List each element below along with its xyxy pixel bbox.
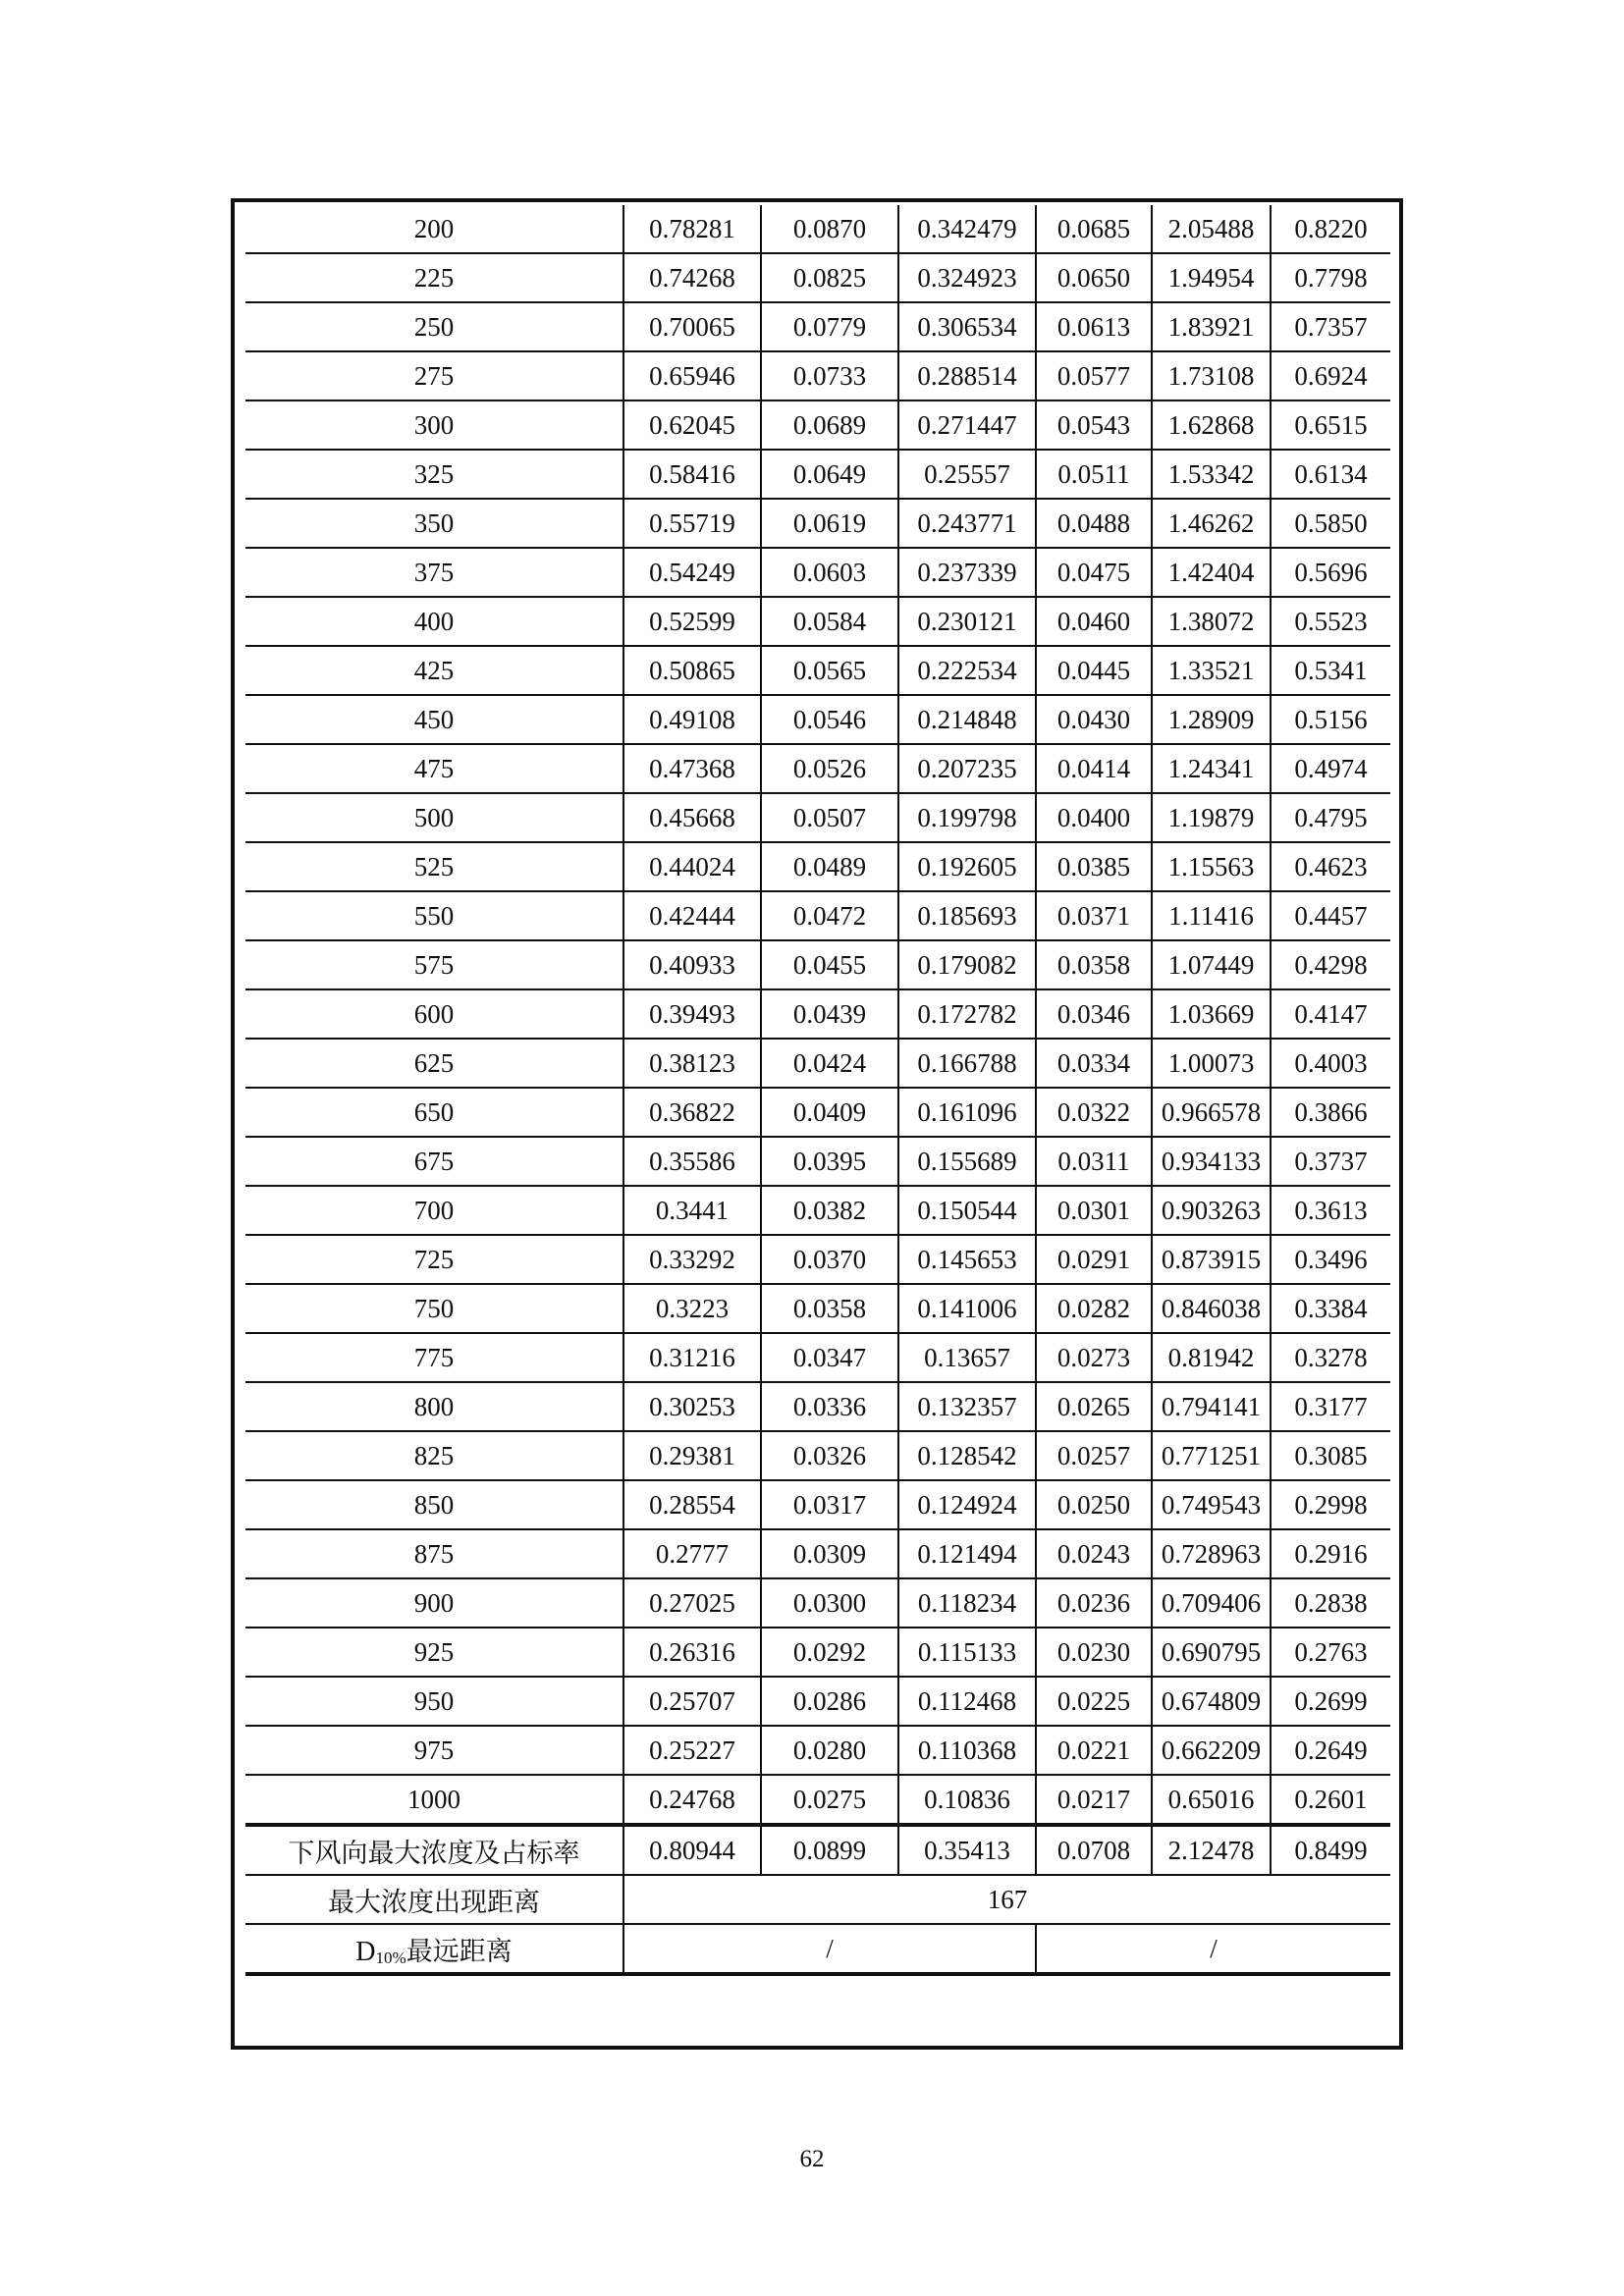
value-cell: 0.0584 [761, 597, 898, 646]
value-cell: 0.0565 [761, 646, 898, 695]
value-cell: 0.0236 [1036, 1578, 1152, 1628]
value-cell: 0.873915 [1152, 1235, 1271, 1284]
table-row [245, 400, 1390, 450]
distance-cell: 600 [245, 989, 623, 1039]
table-row [245, 302, 1390, 351]
max-concentration-row [245, 1825, 1390, 1875]
value-cell: 0.0334 [1036, 1039, 1152, 1088]
value-cell: 0.110368 [898, 1726, 1036, 1775]
value-cell: 0.306534 [898, 302, 1036, 351]
value-cell: 0.24768 [623, 1775, 761, 1825]
value-cell: 0.0273 [1036, 1333, 1152, 1382]
table-row [245, 989, 1390, 1039]
value-cell: 0.0346 [1036, 989, 1152, 1039]
value-cell: 0.4974 [1271, 744, 1390, 793]
value-cell: 0.230121 [898, 597, 1036, 646]
value-cell: 0.3496 [1271, 1235, 1390, 1284]
value-cell: 0.288514 [898, 351, 1036, 400]
value-cell: 0.0526 [761, 744, 898, 793]
value-cell: 0.0870 [761, 205, 898, 253]
value-cell: 1.00073 [1152, 1039, 1271, 1088]
value-cell: 0.0779 [761, 302, 898, 351]
value-cell: 0.185693 [898, 891, 1036, 940]
value-cell: 0.3278 [1271, 1333, 1390, 1382]
value-cell: 0.141006 [898, 1284, 1036, 1333]
value-cell: 0.6515 [1271, 400, 1390, 450]
table-row [245, 1088, 1390, 1137]
value-cell: 0.4298 [1271, 940, 1390, 989]
value-cell: 0.0603 [761, 548, 898, 597]
value-cell: 0.65016 [1152, 1775, 1271, 1825]
value-cell: 0.39493 [623, 989, 761, 1039]
value-cell: 0.3384 [1271, 1284, 1390, 1333]
value-cell: 0.0733 [761, 351, 898, 400]
value-cell: 1.73108 [1152, 351, 1271, 400]
max-value-cell: 0.0899 [761, 1825, 898, 1875]
table-body [245, 205, 1390, 1825]
table-row [245, 842, 1390, 891]
value-cell: 0.0455 [761, 940, 898, 989]
table-row [245, 597, 1390, 646]
value-cell: 0.44024 [623, 842, 761, 891]
page-number: 62 [799, 2146, 825, 2172]
value-cell: 0.2998 [1271, 1480, 1390, 1529]
d10-label-text: 最远距离 [406, 1936, 513, 1967]
max-value-cell: 2.12478 [1152, 1825, 1271, 1875]
distance-cell: 275 [245, 351, 623, 400]
value-cell: 0.243771 [898, 499, 1036, 548]
value-cell: 0.0649 [761, 450, 898, 499]
table-row [245, 695, 1390, 744]
distance-cell: 625 [245, 1039, 623, 1088]
value-cell: 0.0543 [1036, 400, 1152, 450]
value-cell: 0.121494 [898, 1529, 1036, 1578]
value-cell: 0.8220 [1271, 205, 1390, 253]
d10-value-a: / [623, 1924, 1036, 1974]
distance-cell: 825 [245, 1431, 623, 1480]
table-row [245, 1333, 1390, 1382]
value-cell: 0.207235 [898, 744, 1036, 793]
value-cell: 0.0414 [1036, 744, 1152, 793]
value-cell: 0.0358 [1036, 940, 1152, 989]
value-cell: 1.19879 [1152, 793, 1271, 842]
table-row [245, 1726, 1390, 1775]
value-cell: 0.31216 [623, 1333, 761, 1382]
value-cell: 1.03669 [1152, 989, 1271, 1039]
value-cell: 1.42404 [1152, 548, 1271, 597]
distance-cell: 325 [245, 450, 623, 499]
value-cell: 0.0230 [1036, 1628, 1152, 1677]
value-cell: 0.49108 [623, 695, 761, 744]
distance-cell: 650 [245, 1088, 623, 1137]
value-cell: 0.52599 [623, 597, 761, 646]
distance-cell: 500 [245, 793, 623, 842]
distance-cell: 450 [245, 695, 623, 744]
value-cell: 0.662209 [1152, 1726, 1271, 1775]
table-row [245, 793, 1390, 842]
value-cell: 0.65946 [623, 351, 761, 400]
distance-cell: 475 [245, 744, 623, 793]
distance-cell: 975 [245, 1726, 623, 1775]
table-row [245, 1431, 1390, 1480]
value-cell: 0.166788 [898, 1039, 1036, 1088]
value-cell: 0.5850 [1271, 499, 1390, 548]
value-cell: 0.7357 [1271, 302, 1390, 351]
table-row [245, 1480, 1390, 1529]
value-cell: 0.690795 [1152, 1628, 1271, 1677]
value-cell: 0.2601 [1271, 1775, 1390, 1825]
value-cell: 0.342479 [898, 205, 1036, 253]
value-cell: 0.4147 [1271, 989, 1390, 1039]
value-cell: 0.3613 [1271, 1186, 1390, 1235]
value-cell: 0.0300 [761, 1578, 898, 1628]
value-cell: 0.62045 [623, 400, 761, 450]
value-cell: 0.0430 [1036, 695, 1152, 744]
distance-cell: 800 [245, 1382, 623, 1431]
value-cell: 0.0511 [1036, 450, 1152, 499]
value-cell: 0.0322 [1036, 1088, 1152, 1137]
max-value-cell: 0.35413 [898, 1825, 1036, 1875]
value-cell: 0.5156 [1271, 695, 1390, 744]
value-cell: 0.25227 [623, 1726, 761, 1775]
value-cell: 0.0488 [1036, 499, 1152, 548]
value-cell: 0.0546 [761, 695, 898, 744]
value-cell: 0.47368 [623, 744, 761, 793]
value-cell: 1.38072 [1152, 597, 1271, 646]
value-cell: 0.0221 [1036, 1726, 1152, 1775]
value-cell: 0.0424 [761, 1039, 898, 1088]
value-cell: 0.199798 [898, 793, 1036, 842]
max-distance-label: 最大浓度出现距离 [245, 1875, 623, 1924]
value-cell: 0.271447 [898, 400, 1036, 450]
value-cell: 0.0619 [761, 499, 898, 548]
distance-cell: 725 [245, 1235, 623, 1284]
value-cell: 0.0243 [1036, 1529, 1152, 1578]
value-cell: 0.0257 [1036, 1431, 1152, 1480]
value-cell: 0.771251 [1152, 1431, 1271, 1480]
value-cell: 0.2838 [1271, 1578, 1390, 1628]
table-row [245, 1186, 1390, 1235]
value-cell: 0.0577 [1036, 351, 1152, 400]
value-cell: 0.155689 [898, 1137, 1036, 1186]
value-cell: 0.0371 [1036, 891, 1152, 940]
table-row [245, 940, 1390, 989]
table-row [245, 646, 1390, 695]
value-cell: 0.28554 [623, 1480, 761, 1529]
summary-rows [245, 1825, 1390, 1974]
value-cell: 0.7798 [1271, 253, 1390, 302]
table-row [245, 1137, 1390, 1186]
value-cell: 0.132357 [898, 1382, 1036, 1431]
table-row [245, 1039, 1390, 1088]
distance-cell: 425 [245, 646, 623, 695]
value-cell: 1.28909 [1152, 695, 1271, 744]
value-cell: 0.150544 [898, 1186, 1036, 1235]
value-cell: 0.4795 [1271, 793, 1390, 842]
value-cell: 0.0225 [1036, 1677, 1152, 1726]
value-cell: 0.0613 [1036, 302, 1152, 351]
value-cell: 0.4623 [1271, 842, 1390, 891]
value-cell: 0.112468 [898, 1677, 1036, 1726]
value-cell: 0.709406 [1152, 1578, 1271, 1628]
value-cell: 0.0445 [1036, 646, 1152, 695]
value-cell: 1.94954 [1152, 253, 1271, 302]
value-cell: 0.0291 [1036, 1235, 1152, 1284]
value-cell: 0.0689 [761, 400, 898, 450]
value-cell: 1.53342 [1152, 450, 1271, 499]
value-cell: 0.0472 [761, 891, 898, 940]
value-cell: 0.3177 [1271, 1382, 1390, 1431]
value-cell: 0.145653 [898, 1235, 1036, 1284]
value-cell: 1.62868 [1152, 400, 1271, 450]
value-cell: 0.0825 [761, 253, 898, 302]
value-cell: 0.966578 [1152, 1088, 1271, 1137]
distance-cell: 850 [245, 1480, 623, 1529]
d10-value-b: / [1036, 1924, 1390, 1974]
value-cell: 0.128542 [898, 1431, 1036, 1480]
value-cell: 0.0382 [761, 1186, 898, 1235]
distance-cell: 575 [245, 940, 623, 989]
table-row [245, 548, 1390, 597]
value-cell: 0.25557 [898, 450, 1036, 499]
value-cell: 0.237339 [898, 548, 1036, 597]
value-cell: 0.54249 [623, 548, 761, 597]
table-row [245, 744, 1390, 793]
value-cell: 0.30253 [623, 1382, 761, 1431]
value-cell: 0.5523 [1271, 597, 1390, 646]
value-cell: 0.0326 [761, 1431, 898, 1480]
value-cell: 0.2777 [623, 1529, 761, 1578]
value-cell: 0.0475 [1036, 548, 1152, 597]
table-row [245, 1235, 1390, 1284]
value-cell: 0.3223 [623, 1284, 761, 1333]
table-row [245, 499, 1390, 548]
value-cell: 0.3085 [1271, 1431, 1390, 1480]
value-cell: 0.3866 [1271, 1088, 1390, 1137]
value-cell: 1.46262 [1152, 499, 1271, 548]
distance-cell: 700 [245, 1186, 623, 1235]
value-cell: 0.42444 [623, 891, 761, 940]
value-cell: 2.05488 [1152, 205, 1271, 253]
distance-cell: 225 [245, 253, 623, 302]
value-cell: 0.0400 [1036, 793, 1152, 842]
table-row [245, 205, 1390, 253]
value-cell: 1.07449 [1152, 940, 1271, 989]
distance-cell: 750 [245, 1284, 623, 1333]
value-cell: 0.324923 [898, 253, 1036, 302]
value-cell: 0.0650 [1036, 253, 1152, 302]
value-cell: 0.55719 [623, 499, 761, 548]
value-cell: 0.5696 [1271, 548, 1390, 597]
value-cell: 0.6924 [1271, 351, 1390, 400]
value-cell: 1.15563 [1152, 842, 1271, 891]
value-cell: 0.0280 [761, 1726, 898, 1775]
distance-cell: 375 [245, 548, 623, 597]
value-cell: 0.0507 [761, 793, 898, 842]
table-row [245, 1529, 1390, 1578]
d10-distance-label [245, 1924, 623, 1974]
distance-cell: 350 [245, 499, 623, 548]
value-cell: 0.2649 [1271, 1726, 1390, 1775]
value-cell: 0.40933 [623, 940, 761, 989]
value-cell: 0.115133 [898, 1628, 1036, 1677]
distance-cell: 950 [245, 1677, 623, 1726]
value-cell: 0.0311 [1036, 1137, 1152, 1186]
table-row [245, 1677, 1390, 1726]
distance-cell: 550 [245, 891, 623, 940]
value-cell: 0.0395 [761, 1137, 898, 1186]
d10-distance-row [245, 1924, 1390, 1974]
value-cell: 0.0309 [761, 1529, 898, 1578]
table-row [245, 1578, 1390, 1628]
concentration-table [245, 205, 1390, 1976]
value-cell: 0.728963 [1152, 1529, 1271, 1578]
value-cell: 0.0265 [1036, 1382, 1152, 1431]
value-cell: 0.124924 [898, 1480, 1036, 1529]
distance-cell: 250 [245, 302, 623, 351]
value-cell: 0.58416 [623, 450, 761, 499]
distance-cell: 200 [245, 205, 623, 253]
value-cell: 0.0286 [761, 1677, 898, 1726]
value-cell: 0.74268 [623, 253, 761, 302]
value-cell: 0.81942 [1152, 1333, 1271, 1382]
value-cell: 0.4003 [1271, 1039, 1390, 1088]
value-cell: 0.36822 [623, 1088, 761, 1137]
value-cell: 0.0409 [761, 1088, 898, 1137]
value-cell: 0.0317 [761, 1480, 898, 1529]
value-cell: 0.2699 [1271, 1677, 1390, 1726]
table-row [245, 1628, 1390, 1677]
distance-cell: 1000 [245, 1775, 623, 1825]
table-row [245, 1284, 1390, 1333]
value-cell: 0.4457 [1271, 891, 1390, 940]
value-cell: 1.33521 [1152, 646, 1271, 695]
value-cell: 0.6134 [1271, 450, 1390, 499]
value-cell: 1.83921 [1152, 302, 1271, 351]
value-cell: 0.38123 [623, 1039, 761, 1088]
value-cell: 0.2916 [1271, 1529, 1390, 1578]
value-cell: 0.5341 [1271, 646, 1390, 695]
distance-cell: 525 [245, 842, 623, 891]
d10-subscript: 10% [375, 1948, 406, 1967]
table-row [245, 891, 1390, 940]
value-cell: 0.0275 [761, 1775, 898, 1825]
value-cell: 0.0370 [761, 1235, 898, 1284]
value-cell: 0.3441 [623, 1186, 761, 1235]
value-cell: 0.33292 [623, 1235, 761, 1284]
value-cell: 0.903263 [1152, 1186, 1271, 1235]
value-cell: 0.70065 [623, 302, 761, 351]
distance-cell: 900 [245, 1578, 623, 1628]
value-cell: 0.3737 [1271, 1137, 1390, 1186]
value-cell: 0.0460 [1036, 597, 1152, 646]
value-cell: 0.0292 [761, 1628, 898, 1677]
value-cell: 0.25707 [623, 1677, 761, 1726]
max-distance-value: 167 [623, 1875, 1390, 1924]
value-cell: 0.214848 [898, 695, 1036, 744]
value-cell: 0.2763 [1271, 1628, 1390, 1677]
value-cell: 0.0250 [1036, 1480, 1152, 1529]
max-value-cell: 0.8499 [1271, 1825, 1390, 1875]
table-row [245, 1382, 1390, 1431]
distance-cell: 775 [245, 1333, 623, 1382]
value-cell: 0.29381 [623, 1431, 761, 1480]
table-row [245, 351, 1390, 400]
value-cell: 0.172782 [898, 989, 1036, 1039]
value-cell: 0.192605 [898, 842, 1036, 891]
distance-cell: 675 [245, 1137, 623, 1186]
value-cell: 0.0217 [1036, 1775, 1152, 1825]
value-cell: 1.24341 [1152, 744, 1271, 793]
value-cell: 0.161096 [898, 1088, 1036, 1137]
value-cell: 0.846038 [1152, 1284, 1271, 1333]
value-cell: 0.35586 [623, 1137, 761, 1186]
value-cell: 0.0358 [761, 1284, 898, 1333]
distance-cell: 400 [245, 597, 623, 646]
value-cell: 0.674809 [1152, 1677, 1271, 1726]
table-row [245, 253, 1390, 302]
value-cell: 0.0439 [761, 989, 898, 1039]
value-cell: 0.934133 [1152, 1137, 1271, 1186]
value-cell: 0.222534 [898, 646, 1036, 695]
max-distance-row [245, 1875, 1390, 1924]
value-cell: 0.0385 [1036, 842, 1152, 891]
value-cell: 0.749543 [1152, 1480, 1271, 1529]
value-cell: 0.45668 [623, 793, 761, 842]
distance-cell: 925 [245, 1628, 623, 1677]
distance-cell: 875 [245, 1529, 623, 1578]
value-cell: 0.26316 [623, 1628, 761, 1677]
distance-cell: 300 [245, 400, 623, 450]
value-cell: 0.118234 [898, 1578, 1036, 1628]
d10-letter: D [355, 1936, 376, 1967]
table-row [245, 1775, 1390, 1825]
value-cell: 0.0685 [1036, 205, 1152, 253]
value-cell: 0.78281 [623, 205, 761, 253]
value-cell: 0.0347 [761, 1333, 898, 1382]
value-cell: 0.13657 [898, 1333, 1036, 1382]
value-cell: 0.27025 [623, 1578, 761, 1628]
max-value-cell: 0.80944 [623, 1825, 761, 1875]
table-row [245, 450, 1390, 499]
value-cell: 1.11416 [1152, 891, 1271, 940]
value-cell: 0.50865 [623, 646, 761, 695]
value-cell: 0.794141 [1152, 1382, 1271, 1431]
value-cell: 0.0489 [761, 842, 898, 891]
value-cell: 0.10836 [898, 1775, 1036, 1825]
value-cell: 0.0301 [1036, 1186, 1152, 1235]
max-value-cell: 0.0708 [1036, 1825, 1152, 1875]
value-cell: 0.0336 [761, 1382, 898, 1431]
max-concentration-label: 下风向最大浓度及占标率 [245, 1825, 623, 1875]
value-cell: 0.179082 [898, 940, 1036, 989]
value-cell: 0.0282 [1036, 1284, 1152, 1333]
